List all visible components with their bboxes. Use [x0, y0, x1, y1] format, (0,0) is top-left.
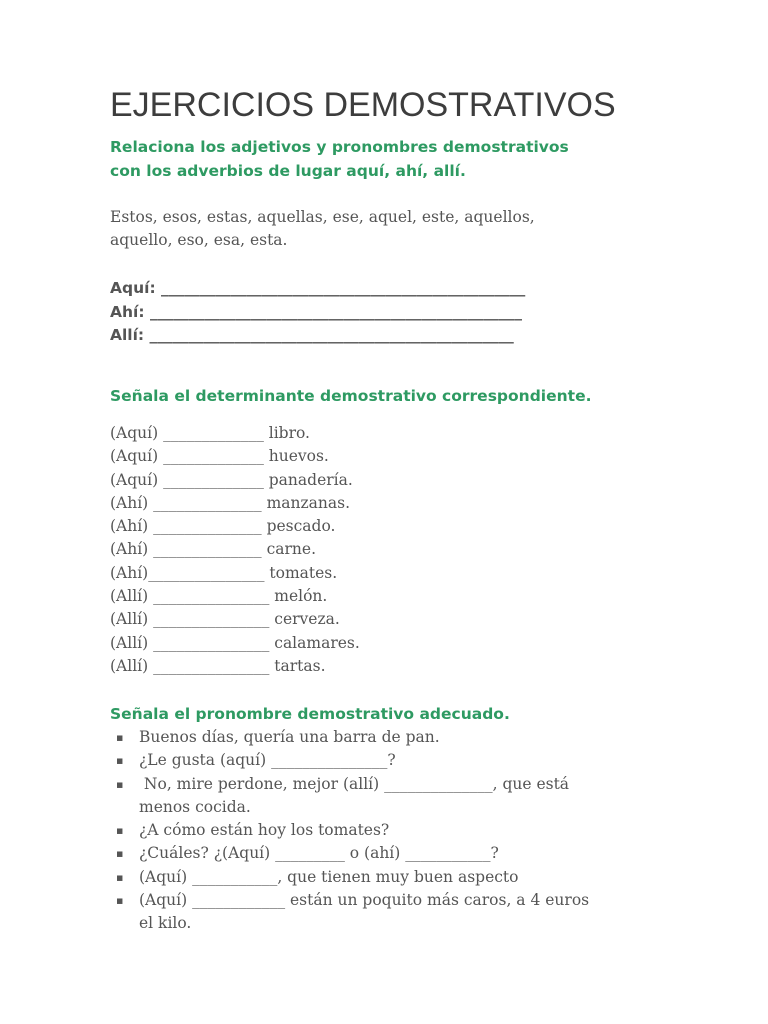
list-item [110, 889, 670, 936]
answer-line-aqui: Aquí: _______________________________________________ [110, 279, 526, 297]
square-bullet-icon: ▪ [116, 824, 124, 838]
exercise-item: (Ahí) ______________ pescado. [110, 517, 336, 536]
exercise-item: (Allí) _______________ calamares. [110, 633, 360, 652]
answer-line-ahi: Ahí: ________________________________________________ [110, 302, 522, 321]
answer-line-alli: Allí: _______________________________________________ [110, 326, 514, 345]
square-bullet-icon: ▪ [116, 847, 124, 861]
instruction-pronoun: Señala el pronombre demostrativo adecuado. [110, 705, 510, 723]
dialogue-line: (Aquí) ___________, que tienen muy buen aspecto [139, 867, 519, 886]
square-bullet-icon: ▪ [116, 894, 124, 908]
place-adverb-answers [110, 277, 525, 348]
dialogue-line: ¿A cómo están hoy los tomates? [139, 821, 390, 840]
determinant-exercise-list [110, 422, 360, 678]
exercise-item: (Allí) _______________ tartas. [110, 656, 326, 675]
word-list-line-1: Estos, esos, estas, aquellas, ese, aquel, este, aquellos, [110, 208, 535, 226]
exercise-item: (Aquí) _____________ huevos. [110, 447, 329, 466]
dialogue-line: ¿Cuáles? ¿(Aquí) _________ o (ahí) ___________? [139, 844, 499, 863]
dialogue-line: Buenos días, quería una barra de pan. [139, 728, 440, 746]
demonstratives-word-list [110, 206, 650, 253]
exercise-item: (Ahí) ______________ manzanas. [110, 493, 351, 512]
instruction-determinant: Señala el determinante demostrativo correspondiente. [110, 387, 592, 405]
list-item [110, 726, 670, 749]
exercise-item: (Aquí) _____________ panadería. [110, 470, 353, 489]
square-bullet-icon: ▪ [116, 731, 124, 744]
word-list-line-2: aquello, eso, esa, esta. [110, 231, 288, 250]
dialogue-line-continuation: el kilo. [139, 914, 192, 933]
instruction-relate-line-2: con los adverbios de lugar aquí, ahí, allí. [110, 162, 466, 180]
list-item [110, 842, 670, 865]
exercise-item: (Allí) _______________ melón. [110, 587, 328, 606]
list-item [110, 773, 670, 820]
square-bullet-icon: ▪ [116, 870, 124, 884]
exercise-item: (Ahí)_______________ tomates. [110, 563, 338, 582]
exercise-item: (Aquí) _____________ libro. [110, 424, 310, 442]
square-bullet-icon: ▪ [116, 754, 124, 768]
exercise-item: (Ahí) ______________ carne. [110, 540, 316, 559]
dialogue-line: No, mire perdone, mejor (allí) ______________, que está [139, 774, 570, 793]
page-title: EJERCICIOS DEMOSTRATIVOS [110, 86, 616, 124]
list-item [110, 866, 670, 889]
dialogue-line: ¿Le gusta (aquí) _______________? [139, 751, 396, 770]
pronoun-dialogue-list [110, 726, 670, 936]
dialogue-line: (Aquí) ____________ están un poquito más caros, a 4 euros [139, 891, 590, 910]
exercise-item: (Allí) _______________ cerveza. [110, 610, 340, 629]
instruction-relate [110, 135, 670, 183]
instruction-relate-line-1: Relaciona los adjetivos y pronombres demostrativos [110, 138, 569, 156]
square-bullet-icon: ▪ [116, 777, 124, 791]
list-item [110, 749, 670, 772]
list-item [110, 819, 670, 842]
dialogue-line-continuation: menos cocida. [139, 797, 251, 816]
